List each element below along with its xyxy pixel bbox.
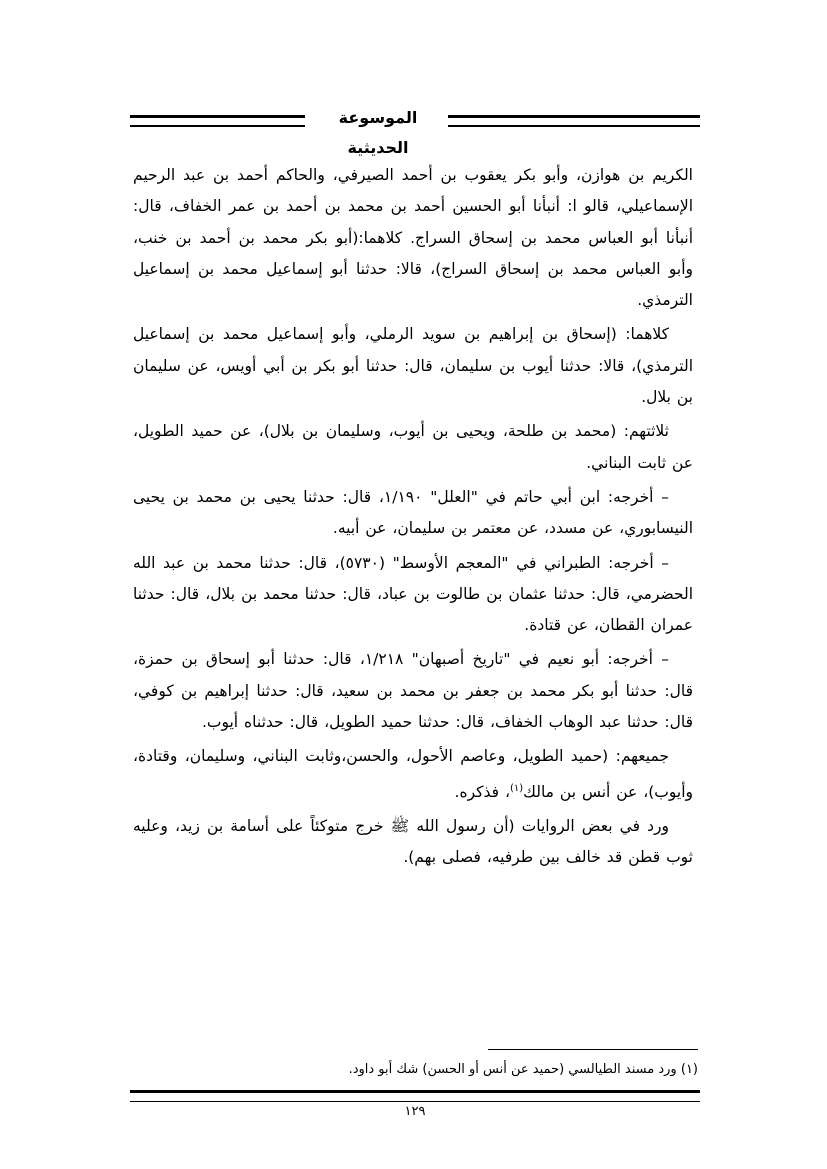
paragraph-7-tail: ، فذكره. (454, 782, 510, 801)
paragraph-1: الكريم بن هوازن، وأبو بكر يعقوب بن أحمد الصيرفي، والحاكم أحمد بن عبد الرحيم الإسماعيلي، قالو ا: أنبأنا أبو الحسين أحمد بن محمد بن أحمد بن عمر الخفاف، قال: أنبأنا أبو العباس محمد بن إسحاق السراج. كلاهما:(أبو بكر محمد بن أحمد بن خنب، وأبو العباس محمد بن إسحاق السراج)، قالا: حدثنا أبو إسماعيل محمد بن إسماعيل الترمذي. (133, 166, 693, 310)
paragraph-6: – أخرجه: أبو نعيم في "تاريخ أصبهان" ١/٢١٨، قال: حدثنا أبو إسحاق بن حمزة، قال: حدثنا أبو بكر محمد بن جعفر بن محمد بن سعيد، قال: حدثنا إبراهيم بن كوفي، قال: حدثنا عبد الوهاب الخفاف، قال: حدثنا حميد الطويل، قال: حدثناه أيوب. (133, 650, 693, 732)
main-text (133, 160, 693, 877)
footnote-reference[interactable]: (١) (509, 782, 524, 794)
paragraph-5: – أخرجه: الطبراني في "المعجم الأوسط" (٥٧٣٠)، قال: حدثنا محمد بن عبد الله الحضرمي، قال: حدثنا عثمان بن طالوت بن عباد، قال: حدثنا محمد بن بلال، قال: حدثنا عمران القطان، عن قتادة. (133, 553, 693, 635)
footnote-separator (488, 1049, 698, 1050)
paragraph-3: ثلاثتهم: (محمد بن طلحة، ويحيى بن أيوب، وسليمان بن بلال)، عن حميد الطويل، عن ثابت البناني. (133, 422, 693, 472)
footnote-marker: (١) (680, 1062, 698, 1077)
footnote (133, 1058, 698, 1082)
paragraph-7 (133, 741, 693, 808)
paragraph-4: – أخرجه: ابن أبي حاتم في "العلل" ١/١٩٠، قال: حدثنا يحيى بن محمد بن يحيى النيسابوري، عن مسدد، عن معتمر بن سليمان، عن أبيه. (133, 487, 693, 538)
running-header (130, 103, 700, 157)
header-rule-left (130, 115, 305, 127)
paragraph-8: ورد في بعض الروايات (أن رسول الله ﷺ خرج متوكئاً على أسامة بن زيد، وعليه ثوب قطن قد خالف بين طرفيه، فصلى بهم). (133, 817, 693, 867)
paragraph-7-text: جميعهم: (حميد الطويل، وعاصم الأحول، والحسن،وثابت البناني، وسليمان، وقتادة، وأيوب)، عن أنس بن مالك (133, 747, 693, 801)
page-number: ١٢٩ (404, 1104, 426, 1119)
footer-rule (130, 1090, 700, 1102)
header-title: الموسوعة الحديثية (338, 108, 418, 157)
header-rule-right (448, 115, 700, 127)
paragraph-2: كلاهما: (إسحاق بن إبراهيم بن سويد الرملي، وأبو إسماعيل محمد بن إسماعيل الترمذي)، قالا: حدثنا أيوب بن سليمان، قال: حدثنا أبو بكر بن أبي أويس، عن سليمان بن بلال. (133, 325, 693, 407)
footnote-text: ورد مسند الطيالسي (حميد عن أنس أو الحسن) شك أبو داود. (348, 1062, 677, 1077)
